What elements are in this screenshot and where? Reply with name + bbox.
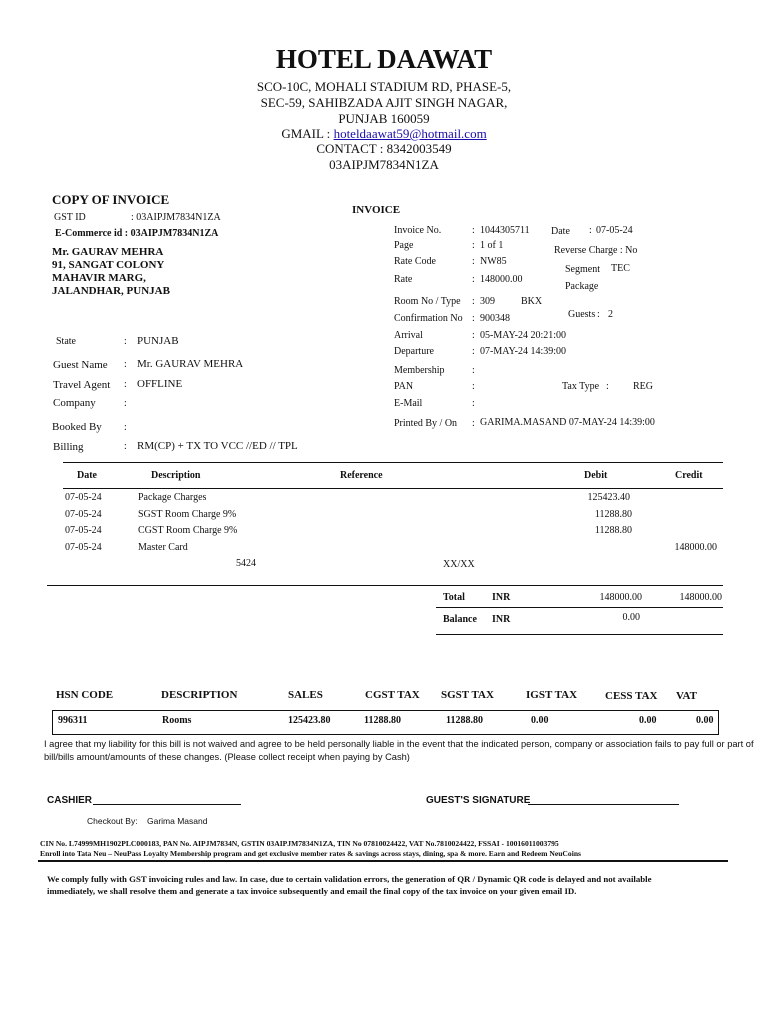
rate-code-label: Rate Code (394, 256, 436, 267)
date-label: Date (551, 226, 570, 237)
enroll-line: Enroll into Tata Neu – NeuPass Loyalty Membership program and get exclusive member rates & savings across stays, dining, spa & more. Earn and Redeem NeuCoins (40, 849, 581, 858)
invoice-no-label: Invoice No. (394, 225, 442, 236)
printed-by-label: Printed By / On (394, 418, 458, 429)
arrival-sep: : (472, 330, 475, 341)
ledger-cell-description: CGST Room Charge 9% (138, 525, 238, 536)
date-value: 07-05-24 (596, 225, 633, 236)
tax-type-label: Tax Type (562, 381, 600, 392)
guest-address-line2: MAHAVIR MARG, (52, 272, 146, 284)
checkout-by-label: Checkout By: (87, 816, 138, 826)
hotel-name: HOTEL DAAWAT (275, 44, 493, 74)
ledger-header-debit: Debit (584, 470, 608, 481)
company-label: Company (53, 397, 96, 409)
booked-by-sep: : (124, 422, 127, 433)
departure-sep: : (472, 346, 475, 357)
total-debit: 148000.00 (599, 592, 642, 603)
gmail-label: GMAIL : (281, 126, 334, 141)
ledger-cell-debit: 11288.80 (594, 509, 632, 520)
guest-name-bold: Mr. GAURAV MEHRA (52, 246, 164, 258)
hsn-bottom-rule (52, 734, 719, 735)
segment-value: TEC (611, 263, 630, 274)
printed-by-sep: : (472, 418, 475, 429)
hsn-cell-description: Rooms (162, 715, 192, 726)
state-label: State (56, 336, 76, 347)
hotel-gmail-line (0, 126, 768, 142)
rate-value: 148000.00 (480, 274, 523, 285)
email-sep: : (472, 398, 475, 409)
guests-value: 2 (608, 309, 613, 320)
segment-label: Segment (565, 264, 600, 275)
pan-label: PAN (394, 381, 414, 392)
ledger-header-description: Description (151, 470, 201, 481)
travel-agent-sep: : (124, 379, 127, 390)
ledger-cell-description: SGST Room Charge 9% (138, 509, 237, 520)
guests-sep: : (597, 309, 600, 320)
departure-value: 07-MAY-24 14:39:00 (480, 346, 567, 357)
hotel-contact: CONTACT : 8342003549 (316, 141, 452, 156)
confirmation-sep: : (472, 313, 475, 324)
rate-sep: : (472, 274, 475, 285)
hsn-header-sgst: SGST TAX (441, 689, 494, 701)
hsn-cell-sgst: 11288.80 (446, 715, 483, 726)
checkout-by-name: Garima Masand (147, 816, 208, 826)
cashier-signature-line (93, 804, 241, 805)
hsn-cell-igst: 0.00 (531, 715, 549, 726)
room-label: Room No / Type (394, 296, 461, 307)
travel-agent-value: OFFLINE (137, 378, 183, 390)
gmail-link[interactable]: hoteldaawat59@hotmail.com (333, 126, 487, 141)
pan-sep: : (472, 381, 475, 392)
ecommerce-id: E-Commerce id : 03AIPJM7834N1ZA (55, 228, 219, 239)
ledger-cell-date: 07-05-24 (65, 509, 102, 520)
compliance-line1: We comply fully with GST invoicing rules and law. In case, due to certain validation errors, the generation of QR / Dynamic QR code is delayed and not available (47, 874, 652, 884)
guest-signature-label: GUEST'S SIGNATURE (426, 795, 531, 806)
agreement-line2: bill/bills amount/amounts of these changes. (Please collect receipt when paying by Cash) (44, 752, 410, 762)
hotel-address-line1: SCO-10C, MOHALI STADIUM RD, PHASE-5, (256, 79, 512, 94)
ledger-bottom-rule (47, 585, 723, 586)
printed-by-value: GARIMA.MASAND 07-MAY-24 14:39:00 (480, 417, 655, 428)
ledger-header-date: Date (77, 470, 97, 481)
guests-label: Guests (568, 309, 596, 320)
card-digits: 5424 (236, 558, 256, 569)
rate-label: Rate (394, 274, 413, 285)
guest-name-label: Guest Name (53, 359, 108, 371)
hsn-top-rule (52, 710, 719, 711)
membership-label: Membership (394, 365, 445, 376)
membership-sep: : (472, 365, 475, 376)
invoice-no-value: 1044305711 (480, 225, 530, 236)
hsn-cell-code: 996311 (58, 715, 88, 726)
ledger-header-rule (63, 488, 723, 489)
hotel-address-line2: SEC-59, SAHIBZADA AJIT SINGH NAGAR, (260, 95, 508, 110)
page-value: 1 of 1 (480, 240, 504, 251)
arrival-value: 05-MAY-24 20:21:00 (480, 330, 567, 341)
cin-line: CIN No. L74999MH1902PLC000183, PAN No. AIPJM7834N, GSTIN 03AIPJM7834N1ZA, TIN No 07810024422, VAT No.7810024422, FSSAI - 10016011003795 (40, 839, 559, 848)
state-value: PUNJAB (137, 335, 179, 347)
total-label: Total (443, 592, 465, 603)
gst-id-label: GST ID (54, 212, 86, 223)
reverse-charge: Reverse Charge : No (554, 245, 638, 256)
room-type-value: BKX (521, 296, 543, 307)
agreement-line1: I agree that my liability for this bill is not waived and agree to be held personally liable in the event that the indicated person, company or association fails to pay full or part of (44, 739, 754, 749)
hsn-cell-cgst: 11288.80 (364, 715, 401, 726)
hsn-cell-vat: 0.00 (696, 715, 714, 726)
tax-type-value: REG (633, 381, 653, 392)
date-sep: : (589, 225, 592, 236)
state-sep: : (124, 336, 127, 347)
departure-label: Departure (394, 346, 434, 357)
tax-type-sep: : (606, 381, 609, 392)
rate-code-sep: : (472, 256, 475, 267)
hsn-cell-cess: 0.00 (639, 715, 657, 726)
ledger-top-rule (63, 462, 723, 463)
ledger-cell-debit: 125423.40 (587, 492, 630, 503)
ledger-cell-date: 07-05-24 (65, 542, 102, 553)
invoice-title: INVOICE (352, 204, 401, 216)
hsn-header-igst: IGST TAX (526, 689, 578, 701)
hsn-header-sales: SALES (288, 689, 323, 701)
balance-label: Balance (443, 614, 477, 625)
travel-agent-label: Travel Agent (53, 379, 111, 391)
rate-code-value: NW85 (480, 256, 507, 267)
hsn-right-border (718, 710, 719, 734)
card-expiry: XX/XX (443, 559, 475, 570)
hotel-gstin: 03AIPJM7834N1ZA (329, 157, 439, 172)
balance-value: 0.00 (622, 612, 640, 623)
hotel-address-line3: PUNJAB 160059 (338, 111, 430, 126)
guest-address-line3: JALANDHAR, PUNJAB (52, 285, 170, 297)
ledger-cell-description: Package Charges (138, 492, 207, 503)
guest-address-line1: 91, SANGAT COLONY (52, 259, 165, 271)
page-label: Page (394, 240, 414, 251)
ledger-cell-debit: 11288.80 (594, 525, 632, 536)
booked-by-label: Booked By (52, 421, 102, 433)
hsn-left-border (52, 710, 53, 734)
total-currency: INR (492, 592, 511, 603)
balance-rule (436, 634, 723, 635)
gst-id-value: : 03AIPJM7834N1ZA (131, 212, 221, 223)
ledger-cell-date: 07-05-24 (65, 492, 102, 503)
ledger-header-credit: Credit (675, 470, 703, 481)
cashier-label: CASHIER (47, 795, 93, 806)
email-label: E-Mail (394, 398, 423, 409)
page-sep: : (472, 240, 475, 251)
ledger-cell-description: Master Card (138, 542, 188, 553)
billing-label: Billing (53, 441, 84, 453)
hsn-header-description: DESCRIPTION (161, 689, 238, 701)
ledger-header-reference: Reference (340, 470, 383, 481)
confirmation-value: 900348 (480, 313, 510, 324)
hsn-cell-sales: 125423.80 (288, 715, 331, 726)
room-sep: : (472, 296, 475, 307)
hsn-header-cess: CESS TAX (605, 690, 658, 702)
compliance-line2: immediately, we shall resolve them and generate a tax invoice subsequently and email the final copy of the tax invoice on your given email ID. (47, 886, 577, 896)
guest-name-sep: : (124, 359, 127, 370)
ledger-cell-credit: 148000.00 (674, 542, 717, 553)
balance-currency: INR (492, 614, 511, 625)
invoice-no-sep: : (472, 225, 475, 236)
copy-of-invoice-title: COPY OF INVOICE (52, 192, 170, 207)
arrival-label: Arrival (394, 330, 423, 341)
ledger-cell-date: 07-05-24 (65, 525, 102, 536)
company-sep: : (124, 398, 127, 409)
room-no-value: 309 (480, 296, 495, 307)
hsn-header-vat: VAT (676, 690, 697, 702)
guest-signature-line (528, 804, 679, 805)
hsn-header-cgst: CGST TAX (365, 689, 420, 701)
footer-rule (38, 860, 728, 862)
total-rule (436, 607, 723, 608)
confirmation-label: Confirmation No (394, 313, 463, 324)
total-credit: 148000.00 (679, 592, 722, 603)
hsn-header-code: HSN CODE (56, 689, 114, 701)
package-label: Package (565, 281, 599, 292)
billing-value: RM(CP) + TX TO VCC //ED // TPL (137, 440, 298, 452)
billing-sep: : (124, 441, 127, 452)
guest-name-value: Mr. GAURAV MEHRA (137, 358, 244, 370)
